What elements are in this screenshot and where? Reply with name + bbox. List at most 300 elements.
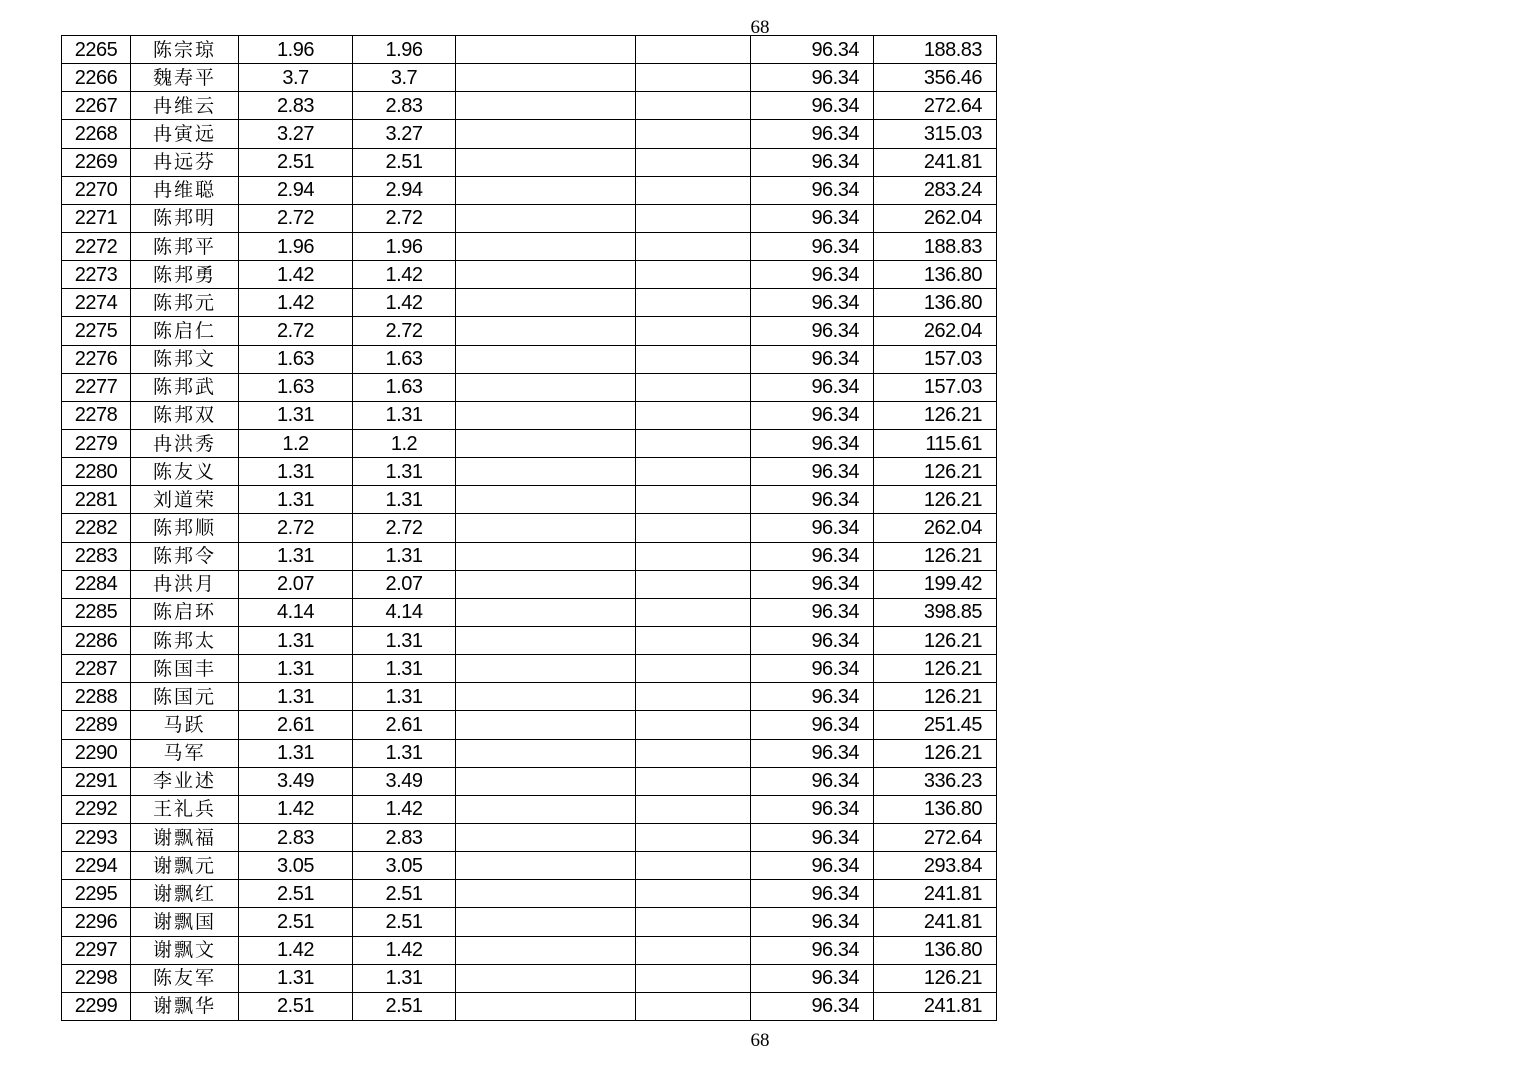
cell-amount: 241.81 <box>874 148 997 176</box>
cell-rate: 96.34 <box>751 570 874 598</box>
cell-blank-2 <box>636 880 751 908</box>
cell-blank-1 <box>456 289 636 317</box>
cell-rate: 96.34 <box>751 148 874 176</box>
cell-blank-1 <box>456 486 636 514</box>
cell-amount: 188.83 <box>874 232 997 260</box>
cell-blank-1 <box>456 795 636 823</box>
cell-blank-1 <box>456 373 636 401</box>
cell-name: 冉维云 <box>131 92 239 120</box>
table-row <box>62 232 997 260</box>
cell-rate: 96.34 <box>751 711 874 739</box>
cell-rate: 96.34 <box>751 176 874 204</box>
cell-amount: 262.04 <box>874 514 997 542</box>
cell-amount: 136.80 <box>874 289 997 317</box>
cell-rate: 96.34 <box>751 880 874 908</box>
cell-blank-2 <box>636 823 751 851</box>
page-number-bottom: 68 <box>750 1030 770 1051</box>
cell-blank-1 <box>456 767 636 795</box>
table-row <box>62 204 997 232</box>
cell-blank-1 <box>456 458 636 486</box>
table-row <box>62 486 997 514</box>
cell-area-2: 2.94 <box>353 176 456 204</box>
cell-id: 2269 <box>62 148 131 176</box>
cell-amount: 262.04 <box>874 317 997 345</box>
cell-id: 2282 <box>62 514 131 542</box>
table-row <box>62 683 997 711</box>
cell-blank-2 <box>636 683 751 711</box>
cell-name: 陈友义 <box>131 458 239 486</box>
cell-name: 陈邦武 <box>131 373 239 401</box>
cell-name: 陈启仁 <box>131 317 239 345</box>
cell-blank-1 <box>456 908 636 936</box>
table-row <box>62 176 997 204</box>
cell-area-1: 2.94 <box>239 176 353 204</box>
table-row <box>62 655 997 683</box>
cell-area-2: 1.31 <box>353 655 456 683</box>
cell-amount: 136.80 <box>874 261 997 289</box>
cell-area-2: 3.7 <box>353 64 456 92</box>
cell-id: 2299 <box>62 992 131 1020</box>
table-row <box>62 148 997 176</box>
cell-area-1: 1.63 <box>239 373 353 401</box>
cell-rate: 96.34 <box>751 401 874 429</box>
cell-blank-2 <box>636 429 751 457</box>
cell-rate: 96.34 <box>751 64 874 92</box>
table-row <box>62 542 997 570</box>
cell-name: 陈邦双 <box>131 401 239 429</box>
table-row <box>62 120 997 148</box>
cell-area-2: 2.72 <box>353 204 456 232</box>
cell-blank-2 <box>636 176 751 204</box>
cell-area-2: 2.07 <box>353 570 456 598</box>
cell-blank-1 <box>456 514 636 542</box>
cell-amount: 293.84 <box>874 852 997 880</box>
cell-area-1: 1.31 <box>239 542 353 570</box>
cell-area-2: 3.27 <box>353 120 456 148</box>
cell-name: 冉洪月 <box>131 570 239 598</box>
cell-id: 2293 <box>62 823 131 851</box>
cell-name: 谢飘文 <box>131 936 239 964</box>
cell-name: 马跃 <box>131 711 239 739</box>
cell-amount: 126.21 <box>874 458 997 486</box>
cell-area-2: 2.51 <box>353 148 456 176</box>
cell-blank-1 <box>456 683 636 711</box>
cell-blank-1 <box>456 64 636 92</box>
cell-blank-1 <box>456 964 636 992</box>
table-row <box>62 908 997 936</box>
cell-blank-2 <box>636 514 751 542</box>
table-row <box>62 401 997 429</box>
table-row <box>62 317 997 345</box>
cell-area-1: 3.49 <box>239 767 353 795</box>
cell-blank-2 <box>636 767 751 795</box>
table-row <box>62 458 997 486</box>
table-row <box>62 626 997 654</box>
cell-rate: 96.34 <box>751 36 874 64</box>
cell-amount: 126.21 <box>874 486 997 514</box>
cell-blank-1 <box>456 36 636 64</box>
cell-name: 陈宗琼 <box>131 36 239 64</box>
cell-rate: 96.34 <box>751 92 874 120</box>
cell-id: 2275 <box>62 317 131 345</box>
cell-id: 2272 <box>62 232 131 260</box>
cell-name: 王礼兵 <box>131 795 239 823</box>
cell-name: 谢飘红 <box>131 880 239 908</box>
cell-amount: 356.46 <box>874 64 997 92</box>
cell-blank-2 <box>636 711 751 739</box>
cell-area-1: 3.7 <box>239 64 353 92</box>
cell-area-1: 1.42 <box>239 795 353 823</box>
cell-id: 2287 <box>62 655 131 683</box>
cell-amount: 126.21 <box>874 401 997 429</box>
table-row <box>62 964 997 992</box>
cell-name: 陈邦顺 <box>131 514 239 542</box>
cell-name: 李业述 <box>131 767 239 795</box>
cell-area-2: 2.51 <box>353 880 456 908</box>
cell-blank-1 <box>456 823 636 851</box>
cell-blank-2 <box>636 542 751 570</box>
cell-area-2: 1.2 <box>353 429 456 457</box>
cell-amount: 241.81 <box>874 992 997 1020</box>
table-row <box>62 36 997 64</box>
table-row <box>62 992 997 1020</box>
cell-area-2: 1.31 <box>353 739 456 767</box>
table-row <box>62 514 997 542</box>
cell-area-1: 2.07 <box>239 570 353 598</box>
cell-blank-2 <box>636 120 751 148</box>
cell-blank-1 <box>456 92 636 120</box>
cell-area-1: 4.14 <box>239 598 353 626</box>
cell-area-2: 1.31 <box>353 486 456 514</box>
cell-id: 2271 <box>62 204 131 232</box>
cell-amount: 136.80 <box>874 936 997 964</box>
cell-amount: 126.21 <box>874 964 997 992</box>
cell-rate: 96.34 <box>751 852 874 880</box>
cell-area-2: 1.31 <box>353 964 456 992</box>
cell-blank-2 <box>636 36 751 64</box>
cell-area-1: 2.51 <box>239 992 353 1020</box>
cell-blank-1 <box>456 992 636 1020</box>
cell-area-2: 2.61 <box>353 711 456 739</box>
cell-area-2: 1.31 <box>353 542 456 570</box>
cell-blank-1 <box>456 880 636 908</box>
table-row <box>62 711 997 739</box>
table-row <box>62 880 997 908</box>
cell-blank-1 <box>456 401 636 429</box>
cell-id: 2296 <box>62 908 131 936</box>
table-row <box>62 852 997 880</box>
cell-area-2: 4.14 <box>353 598 456 626</box>
cell-blank-2 <box>636 739 751 767</box>
cell-blank-2 <box>636 936 751 964</box>
data-table <box>61 35 997 1021</box>
cell-name: 刘道荣 <box>131 486 239 514</box>
cell-blank-1 <box>456 598 636 626</box>
cell-area-1: 2.51 <box>239 880 353 908</box>
cell-amount: 126.21 <box>874 739 997 767</box>
cell-area-2: 1.63 <box>353 345 456 373</box>
cell-area-2: 1.96 <box>353 232 456 260</box>
cell-id: 2292 <box>62 795 131 823</box>
cell-name: 谢飘福 <box>131 823 239 851</box>
cell-blank-2 <box>636 345 751 373</box>
cell-area-2: 1.31 <box>353 683 456 711</box>
cell-id: 2283 <box>62 542 131 570</box>
cell-blank-1 <box>456 711 636 739</box>
cell-area-2: 1.31 <box>353 458 456 486</box>
cell-amount: 157.03 <box>874 373 997 401</box>
cell-blank-2 <box>636 64 751 92</box>
cell-area-1: 1.42 <box>239 936 353 964</box>
cell-id: 2285 <box>62 598 131 626</box>
cell-name: 谢飘元 <box>131 852 239 880</box>
cell-amount: 126.21 <box>874 626 997 654</box>
cell-rate: 96.34 <box>751 683 874 711</box>
cell-blank-2 <box>636 232 751 260</box>
cell-blank-1 <box>456 261 636 289</box>
cell-blank-2 <box>636 486 751 514</box>
cell-blank-1 <box>456 204 636 232</box>
cell-blank-1 <box>456 317 636 345</box>
cell-blank-1 <box>456 655 636 683</box>
cell-name: 魏寿平 <box>131 64 239 92</box>
cell-area-1: 1.31 <box>239 964 353 992</box>
cell-amount: 115.61 <box>874 429 997 457</box>
cell-name: 陈邦明 <box>131 204 239 232</box>
cell-area-1: 2.61 <box>239 711 353 739</box>
cell-amount: 126.21 <box>874 655 997 683</box>
table-body <box>62 36 997 1021</box>
table-row <box>62 289 997 317</box>
cell-area-1: 2.51 <box>239 908 353 936</box>
cell-name: 马军 <box>131 739 239 767</box>
cell-blank-2 <box>636 204 751 232</box>
cell-name: 冉寅远 <box>131 120 239 148</box>
cell-name: 陈国丰 <box>131 655 239 683</box>
cell-rate: 96.34 <box>751 232 874 260</box>
cell-id: 2274 <box>62 289 131 317</box>
cell-area-1: 2.83 <box>239 92 353 120</box>
cell-id: 2280 <box>62 458 131 486</box>
cell-id: 2279 <box>62 429 131 457</box>
cell-amount: 241.81 <box>874 880 997 908</box>
page-number-top: 68 <box>750 17 770 38</box>
cell-area-1: 1.31 <box>239 401 353 429</box>
cell-area-2: 3.49 <box>353 767 456 795</box>
table-row <box>62 373 997 401</box>
cell-blank-1 <box>456 345 636 373</box>
cell-amount: 241.81 <box>874 908 997 936</box>
cell-area-1: 2.72 <box>239 204 353 232</box>
cell-area-2: 2.72 <box>353 317 456 345</box>
cell-blank-2 <box>636 317 751 345</box>
cell-area-1: 1.2 <box>239 429 353 457</box>
cell-rate: 96.34 <box>751 204 874 232</box>
cell-amount: 126.21 <box>874 542 997 570</box>
cell-amount: 199.42 <box>874 570 997 598</box>
cell-blank-2 <box>636 598 751 626</box>
cell-name: 陈邦令 <box>131 542 239 570</box>
cell-area-1: 1.31 <box>239 486 353 514</box>
cell-area-1: 1.42 <box>239 261 353 289</box>
cell-blank-2 <box>636 655 751 683</box>
cell-rate: 96.34 <box>751 373 874 401</box>
cell-amount: 126.21 <box>874 683 997 711</box>
cell-name: 谢飘华 <box>131 992 239 1020</box>
cell-id: 2266 <box>62 64 131 92</box>
cell-id: 2291 <box>62 767 131 795</box>
cell-rate: 96.34 <box>751 542 874 570</box>
cell-area-1: 1.96 <box>239 232 353 260</box>
cell-rate: 96.34 <box>751 429 874 457</box>
cell-blank-2 <box>636 458 751 486</box>
cell-amount: 272.64 <box>874 92 997 120</box>
cell-id: 2288 <box>62 683 131 711</box>
cell-id: 2265 <box>62 36 131 64</box>
cell-area-2: 1.42 <box>353 289 456 317</box>
cell-amount: 262.04 <box>874 204 997 232</box>
cell-blank-1 <box>456 120 636 148</box>
cell-rate: 96.34 <box>751 739 874 767</box>
cell-id: 2277 <box>62 373 131 401</box>
cell-area-2: 2.51 <box>353 992 456 1020</box>
cell-blank-2 <box>636 289 751 317</box>
cell-rate: 96.34 <box>751 908 874 936</box>
table-row <box>62 936 997 964</box>
cell-rate: 96.34 <box>751 626 874 654</box>
table-row <box>62 795 997 823</box>
table-row <box>62 429 997 457</box>
cell-blank-2 <box>636 852 751 880</box>
cell-name: 谢飘国 <box>131 908 239 936</box>
cell-rate: 96.34 <box>751 345 874 373</box>
cell-amount: 398.85 <box>874 598 997 626</box>
cell-blank-2 <box>636 908 751 936</box>
cell-area-1: 2.51 <box>239 148 353 176</box>
cell-blank-2 <box>636 373 751 401</box>
cell-area-2: 1.42 <box>353 261 456 289</box>
cell-id: 2295 <box>62 880 131 908</box>
cell-area-2: 1.96 <box>353 36 456 64</box>
cell-area-1: 1.63 <box>239 345 353 373</box>
cell-blank-2 <box>636 92 751 120</box>
cell-area-1: 1.31 <box>239 739 353 767</box>
cell-amount: 336.23 <box>874 767 997 795</box>
table-row <box>62 739 997 767</box>
cell-name: 陈邦元 <box>131 289 239 317</box>
cell-name: 陈邦太 <box>131 626 239 654</box>
cell-name: 陈邦文 <box>131 345 239 373</box>
cell-area-2: 1.63 <box>353 373 456 401</box>
cell-id: 2289 <box>62 711 131 739</box>
cell-area-1: 1.31 <box>239 626 353 654</box>
cell-blank-2 <box>636 626 751 654</box>
cell-blank-1 <box>456 542 636 570</box>
cell-id: 2297 <box>62 936 131 964</box>
cell-id: 2284 <box>62 570 131 598</box>
cell-rate: 96.34 <box>751 486 874 514</box>
cell-rate: 96.34 <box>751 458 874 486</box>
cell-blank-1 <box>456 232 636 260</box>
cell-area-1: 1.96 <box>239 36 353 64</box>
cell-area-2: 1.42 <box>353 936 456 964</box>
cell-name: 陈邦平 <box>131 232 239 260</box>
cell-area-1: 1.31 <box>239 655 353 683</box>
cell-blank-2 <box>636 795 751 823</box>
cell-name: 陈启环 <box>131 598 239 626</box>
cell-id: 2298 <box>62 964 131 992</box>
cell-area-1: 1.42 <box>239 289 353 317</box>
cell-rate: 96.34 <box>751 823 874 851</box>
table-row <box>62 345 997 373</box>
cell-blank-1 <box>456 148 636 176</box>
cell-blank-1 <box>456 570 636 598</box>
cell-rate: 96.34 <box>751 936 874 964</box>
cell-name: 冉洪秀 <box>131 429 239 457</box>
cell-blank-2 <box>636 964 751 992</box>
table-row <box>62 598 997 626</box>
cell-id: 2268 <box>62 120 131 148</box>
cell-name: 陈国元 <box>131 683 239 711</box>
cell-rate: 96.34 <box>751 795 874 823</box>
cell-area-1: 2.72 <box>239 514 353 542</box>
cell-area-1: 2.83 <box>239 823 353 851</box>
cell-area-2: 1.31 <box>353 626 456 654</box>
cell-area-2: 2.83 <box>353 823 456 851</box>
cell-name: 陈友军 <box>131 964 239 992</box>
cell-rate: 96.34 <box>751 317 874 345</box>
cell-area-1: 1.31 <box>239 683 353 711</box>
cell-blank-2 <box>636 261 751 289</box>
cell-id: 2286 <box>62 626 131 654</box>
cell-name: 冉维聪 <box>131 176 239 204</box>
cell-amount: 157.03 <box>874 345 997 373</box>
cell-blank-2 <box>636 401 751 429</box>
cell-amount: 188.83 <box>874 36 997 64</box>
table-row <box>62 92 997 120</box>
cell-area-1: 1.31 <box>239 458 353 486</box>
cell-area-2: 2.72 <box>353 514 456 542</box>
cell-amount: 315.03 <box>874 120 997 148</box>
cell-name: 冉远芬 <box>131 148 239 176</box>
cell-rate: 96.34 <box>751 289 874 317</box>
cell-blank-1 <box>456 852 636 880</box>
cell-amount: 136.80 <box>874 795 997 823</box>
cell-rate: 96.34 <box>751 655 874 683</box>
cell-area-2: 3.05 <box>353 852 456 880</box>
cell-rate: 96.34 <box>751 261 874 289</box>
cell-area-1: 3.05 <box>239 852 353 880</box>
cell-area-1: 3.27 <box>239 120 353 148</box>
cell-id: 2267 <box>62 92 131 120</box>
cell-id: 2290 <box>62 739 131 767</box>
cell-id: 2281 <box>62 486 131 514</box>
cell-id: 2294 <box>62 852 131 880</box>
table-row <box>62 261 997 289</box>
cell-blank-2 <box>636 570 751 598</box>
table-row <box>62 767 997 795</box>
cell-id: 2276 <box>62 345 131 373</box>
cell-blank-1 <box>456 429 636 457</box>
cell-area-2: 1.42 <box>353 795 456 823</box>
cell-area-2: 1.31 <box>353 401 456 429</box>
cell-name: 陈邦勇 <box>131 261 239 289</box>
cell-id: 2270 <box>62 176 131 204</box>
cell-blank-1 <box>456 936 636 964</box>
cell-area-2: 2.83 <box>353 92 456 120</box>
cell-amount: 251.45 <box>874 711 997 739</box>
cell-area-1: 2.72 <box>239 317 353 345</box>
